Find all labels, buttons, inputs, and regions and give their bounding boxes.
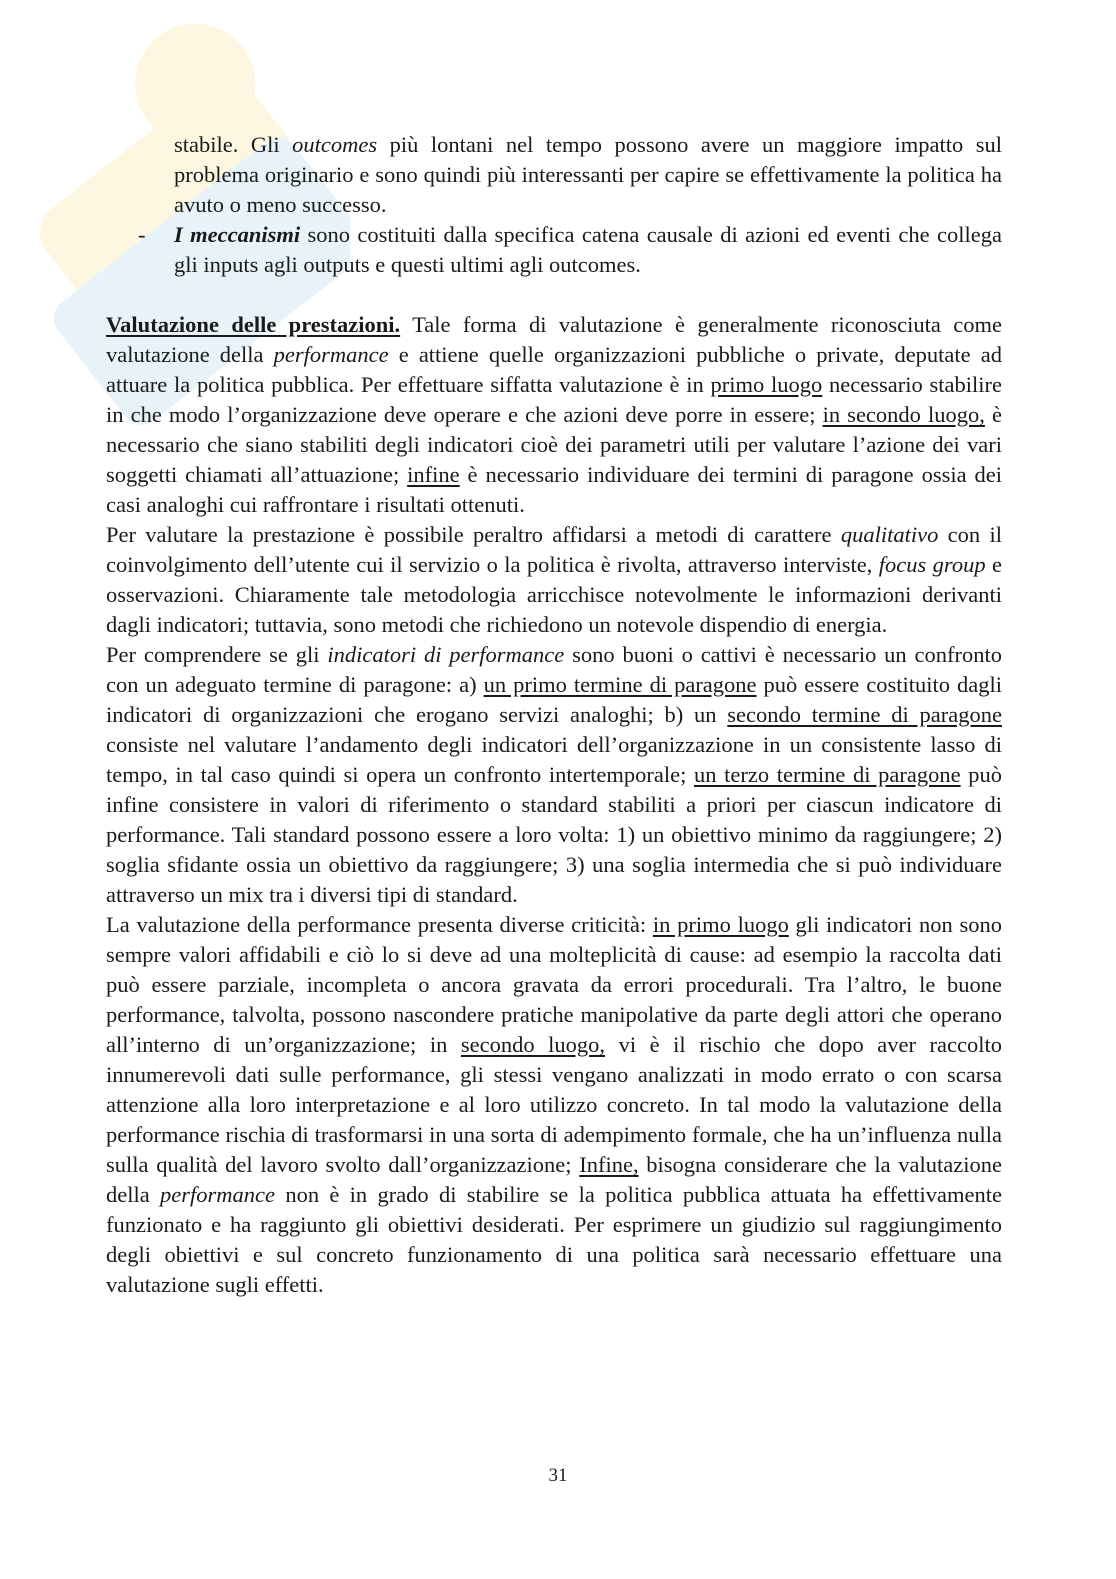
text-run: più lontani nel tempo possono avere un maggiore impatto sul problema originario e sono quindi più interessanti per capire se effettivamente la politica ha avuto o meno successo. — [174, 132, 1002, 217]
text-run: e osservazioni. Chiaramente tale metodologia arricchisce notevolmente le informazioni derivanti dagli indicatori; tuttavia, sono metodi che richiedono un notevole dispendio di energia. — [106, 552, 1002, 637]
emphasis: indicatori di performance — [327, 642, 565, 667]
bullet-term: I meccanismi — [174, 222, 301, 247]
underline: primo luogo — [710, 372, 823, 397]
underline: in primo luogo — [652, 912, 789, 937]
paragraph-intro — [106, 130, 1002, 220]
document-body — [106, 130, 1002, 1300]
underline: secondo termine di paragone — [727, 702, 1002, 727]
underline: infine — [407, 462, 460, 487]
text-run: necessario stabilire in che modo l’organizzazione deve operare e che azioni deve porre in essere; — [106, 372, 1002, 427]
text-run: Per comprendere se gli — [106, 642, 328, 667]
text-run: è necessario che siano stabiliti degli indicatori cioè dei parametri utili per valutare l’azione dei vari soggetti chiamati all’attuazione; — [106, 402, 1002, 487]
underline: in secondo luogo, — [822, 402, 985, 427]
text-run: La valutazione della performance presenta diverse criticità: — [106, 912, 653, 937]
text-run: Tale forma di valutazione è generalmente riconosciuta come valutazione della — [106, 312, 1002, 367]
text-run: sono costituiti dalla specifica catena causale di azioni ed eventi che collega gli inputs agli outputs e questi ultimi agli outcomes. — [174, 222, 1002, 277]
text-run: vi è il rischio che dopo aver raccolto innumerevoli dati sulle performance, gli stessi vengano analizzati in modo errato o con scarsa attenzione alla loro interpretazione e al loro utilizzo concreto. In tal modo la valutazione della performance rischia di trasformarsi in una sorta di adempimento formale, che ha un’influenza nulla sulla qualità del lavoro svolto dall’organizzazione; — [106, 1032, 1003, 1177]
text-run: gli indicatori non sono sempre valori affidabili e ciò lo si deve ad una molteplicità di cause: ad esempio la raccolta dati può essere parziale, incompleta o ancora gravata da errori procedurali. Tra l’altro, le buone performance, talvolta, possono nascondere pratiche manipolative da parte degli attori che operano all’interno di un’organizzazione; in — [106, 912, 1002, 1057]
page-number: 31 — [548, 1465, 568, 1486]
text-run: sono buoni o cattivi è necessario un confronto con un adeguato termine di paragone: a) — [106, 642, 1003, 697]
text-run: con il coinvolgimento dell’utente cui il servizio o la politica è rivolta, attraverso interviste, — [106, 522, 1002, 577]
underline: secondo luogo, — [460, 1032, 606, 1057]
text-run: consiste nel valutare l’andamento degli indicatori dell’organizzazione in un consistente lasso di tempo, in tal caso quindi si opera un confronto intertemporale; — [106, 732, 1002, 787]
text-run: Per valutare la prestazione è possibile peraltro affidarsi a metodi di carattere — [106, 522, 841, 547]
text-run: può essere costituito dagli indicatori di organizzazioni che erogano servizi analoghi; b) un — [106, 672, 1003, 727]
underline: un primo termine di paragone — [483, 672, 757, 697]
text-run: può infine consistere in valori di riferimento o standard stabiliti a priori per ciascun indicatore di performance. Tali standard possono essere a loro volta: 1) un obiettivo minimo da raggiungere; 2) soglia sfidante ossia un obiettivo da raggiungere; 3) una soglia intermedia che si può individuare attraverso un mix tra i diversi tipi di standard. — [106, 762, 1002, 907]
emphasis: focus group — [878, 552, 986, 577]
emphasis: qualitativo — [840, 522, 939, 547]
text-run: stabile. Gli — [174, 132, 293, 157]
bullet-item-meccanismi — [106, 220, 1002, 280]
paragraph-4 — [106, 910, 1002, 1300]
emphasis: performance — [273, 342, 389, 367]
section-heading: Valutazione delle prestazioni. — [106, 312, 401, 337]
text-run: non è in grado di stabilire se la politica pubblica attuata ha effettivamente funzionato e ha raggiunto gli obiettivi desiderati. Per esprimere un giudizio sul raggiungimento degli obiettivi e sul concreto funzionamento di una politica sarà necessario effettuare una valutazione sugli effetti. — [106, 1182, 1002, 1297]
underline: Infine, — [579, 1152, 639, 1177]
underline: un terzo termine di paragone — [693, 762, 961, 787]
paragraph-2 — [106, 520, 1002, 640]
emphasis-outcomes: outcomes — [292, 132, 378, 157]
emphasis: performance — [160, 1182, 276, 1207]
paragraph-3 — [106, 640, 1002, 910]
bullet-dash: - — [138, 222, 146, 247]
text-run: bisogna considerare che la valutazione della — [106, 1152, 1002, 1207]
text-run: è necessario individuare dei termini di paragone ossia dei casi analoghi cui raffrontare i risultati ottenuti. — [106, 462, 1002, 517]
text-run: e attiene quelle organizzazioni pubbliche o private, deputate ad attuare la politica pubblica. Per effettuare siffatta valutazione è in — [106, 342, 1002, 397]
paragraph-1 — [106, 310, 1002, 520]
